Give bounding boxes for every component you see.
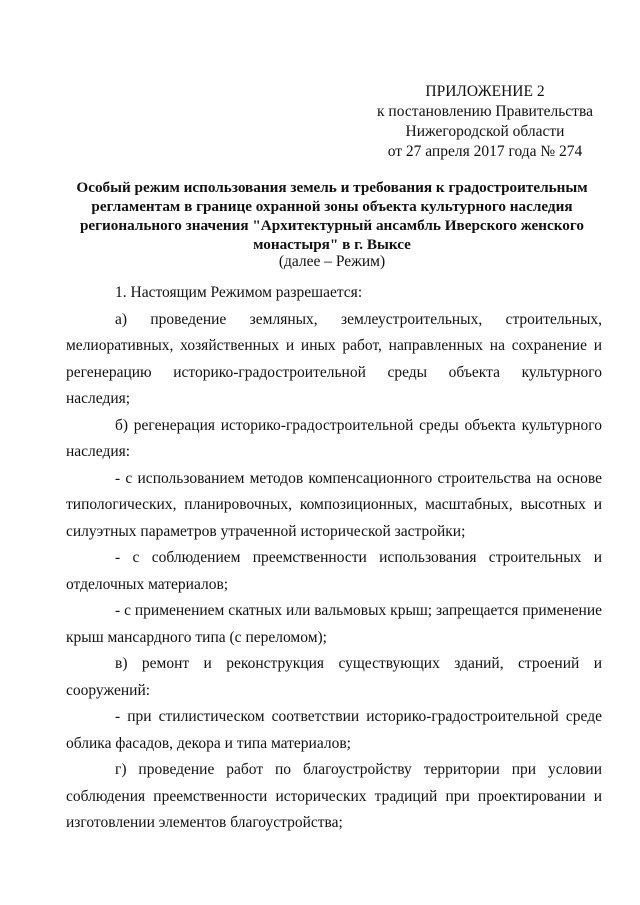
appendix-number: ПРИЛОЖЕНИЕ 2 <box>425 83 545 100</box>
paragraph-line: сооружений: <box>66 681 151 699</box>
paragraph-line: - при стилистическом соответствии историко-градостроительной среде <box>115 708 602 725</box>
document-body <box>66 280 602 837</box>
title-line: регламентам в границе охранной зоны объекта культурного наследия <box>91 198 573 215</box>
document-title <box>62 178 602 254</box>
paragraph-line: регенерацию историко-градостроительной среды объекта культурного <box>66 363 602 381</box>
paragraph-line: силуэтных параметров утраченной исторической застройки; <box>66 522 466 540</box>
paragraph-line: г) проведение работ по благоустройству территории при условии <box>115 761 602 778</box>
paragraph-line: - с использованием методов компенсационного строительства на основе <box>115 469 602 487</box>
paragraph-line: соблюдения преемственности исторических традиций при проектировании и <box>66 787 602 805</box>
paragraph-line: наследия; <box>66 390 131 407</box>
title-line: монастыря" в г. Выксе <box>253 236 411 253</box>
document-subtitle: (далее – Режим) <box>278 253 386 270</box>
paragraph-line: крыш мансардного типа (с переломом); <box>66 628 327 646</box>
appendix-header <box>360 82 610 162</box>
title-line: Особый режим использования земель и требования к градостроительным <box>76 179 588 196</box>
paragraph-line: 1. Настоящим Режимом разрешается: <box>115 284 363 301</box>
appendix-date-line: от 27 апреля 2017 года № 274 <box>387 143 583 160</box>
paragraph-line: а) проведение земляных, землеустроительных, строительных, <box>115 310 602 328</box>
paragraph-line: изготовлении элементов благоустройства; <box>66 814 343 831</box>
appendix-resolution-line: к постановлению Правительства <box>377 103 593 120</box>
appendix-region-line: Нижегородской области <box>405 123 565 140</box>
paragraph-line: б) регенерация историко-градостроительной среды объекта культурного <box>115 416 602 434</box>
paragraph-line: наследия: <box>66 443 131 460</box>
paragraph-line: отделочных материалов; <box>66 575 229 593</box>
paragraph-line: типологических, планировочных, композиционных, масштабных, высотных и <box>66 496 602 513</box>
title-line: регионального значения "Архитектурный ансамбль Иверского женского <box>79 217 585 234</box>
paragraph-line: облика фасадов, декора и типа материалов; <box>66 734 351 752</box>
paragraph-line: - с соблюдением преемственности использования строительных и <box>115 549 602 566</box>
paragraph-line: в) ремонт и реконструкция существующих зданий, строений и <box>115 655 602 672</box>
paragraph-line: мелиоративных, хозяйственных и иных работ, направленных на сохранение и <box>66 337 602 354</box>
paragraph-line: - с применением скатных или вальмовых крыш; запрещается применение <box>115 602 602 619</box>
